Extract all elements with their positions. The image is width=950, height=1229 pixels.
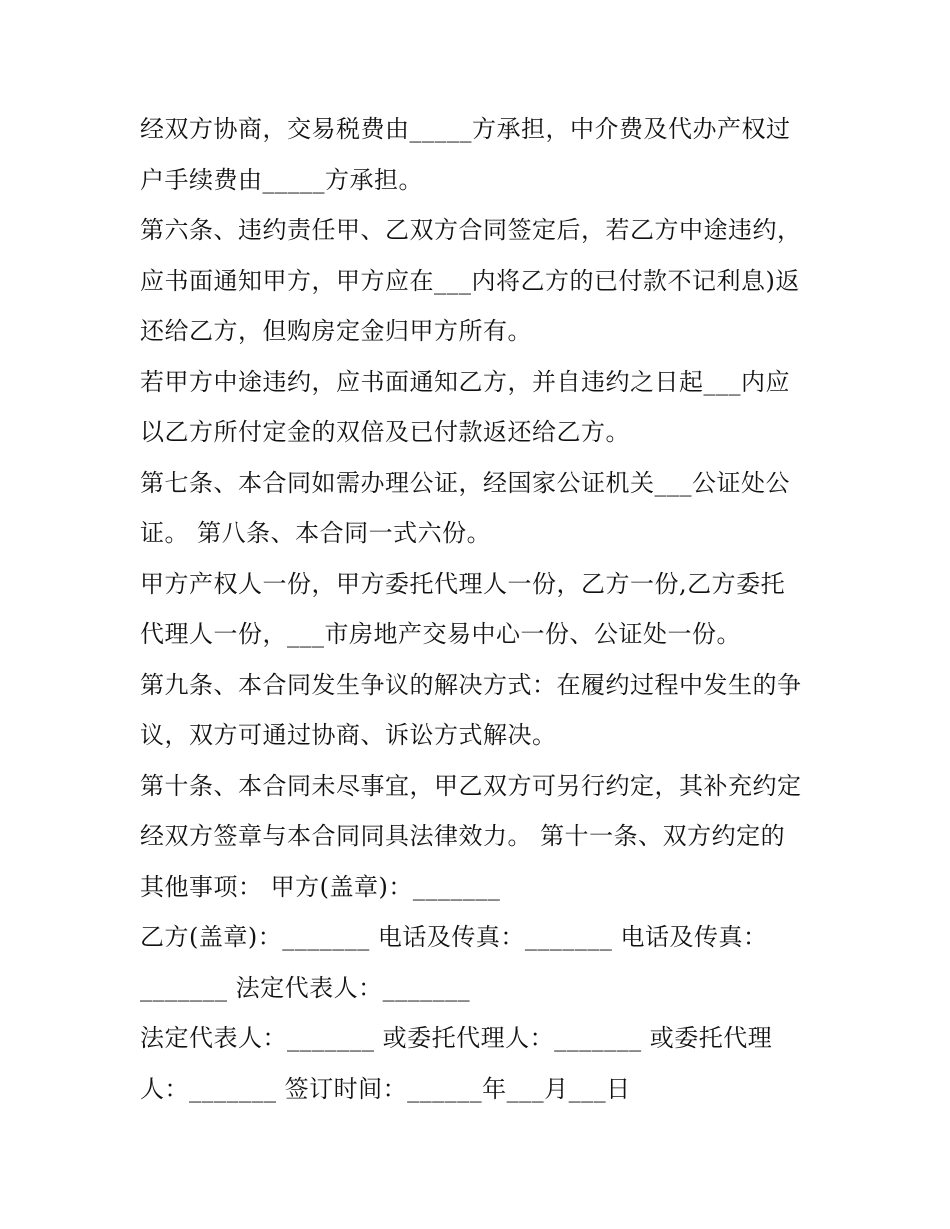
text-line: 法定代表人：_______ 或委托代理人：_______ 或委托代理 — [140, 1024, 773, 1052]
text-line: 乙方(盖章)：_______ 电话及传真：_______ 电话及传真： — [140, 923, 768, 951]
text-line: 第七条、本合同如需办理公证，经国家公证机关___公证处公 — [140, 468, 790, 497]
text-line: 第十条、本合同未尽事宜，甲乙双方可另行约定，其补充约定 — [140, 771, 802, 800]
text-line: 甲方产权人一份，甲方委托代理人一份，乙方一份,乙方委托 — [140, 569, 786, 598]
contract-text — [140, 104, 820, 1114]
text-line: 议，双方可通过协商、诉讼方式解决。 — [140, 721, 557, 749]
text-line: 还给乙方，但购房定金归甲方所有。 — [140, 317, 532, 345]
text-line: 第九条、本合同发生争议的解决方式：在履约过程中发生的争 — [140, 670, 802, 699]
text-line: 代理人一份，___市房地产交易中心一份、公证处一份。 — [140, 620, 741, 648]
text-line: 第六条、违约责任甲、乙双方合同签定后，若乙方中途违约， — [140, 216, 802, 244]
text-line: 证。 第八条、本合同一式六份。 — [140, 519, 492, 547]
text-line: 经双方协商，交易税费由_____方承担，中介费及代办产权过 — [140, 115, 791, 143]
text-line: 应书面通知甲方，甲方应在___内将乙方的已付款不记利息)返 — [140, 266, 800, 295]
text-line: 若甲方中途违约，应书面通知乙方，并自违约之日起___内应 — [140, 367, 790, 396]
text-line: 其他事项： 甲方(盖章)：_______ — [140, 872, 501, 901]
text-line: 人：_______ 签订时间：______年___月___日 — [140, 1074, 631, 1103]
text-line: 经双方签章与本合同同具法律效力。 第十一条、双方约定的 — [140, 822, 786, 850]
text-line: 以乙方所付定金的双倍及已付款返还给乙方。 — [140, 418, 630, 446]
text-line: _______ 法定代表人：_______ — [140, 973, 471, 1002]
text-line: 户手续费由_____方承担。 — [140, 165, 423, 194]
